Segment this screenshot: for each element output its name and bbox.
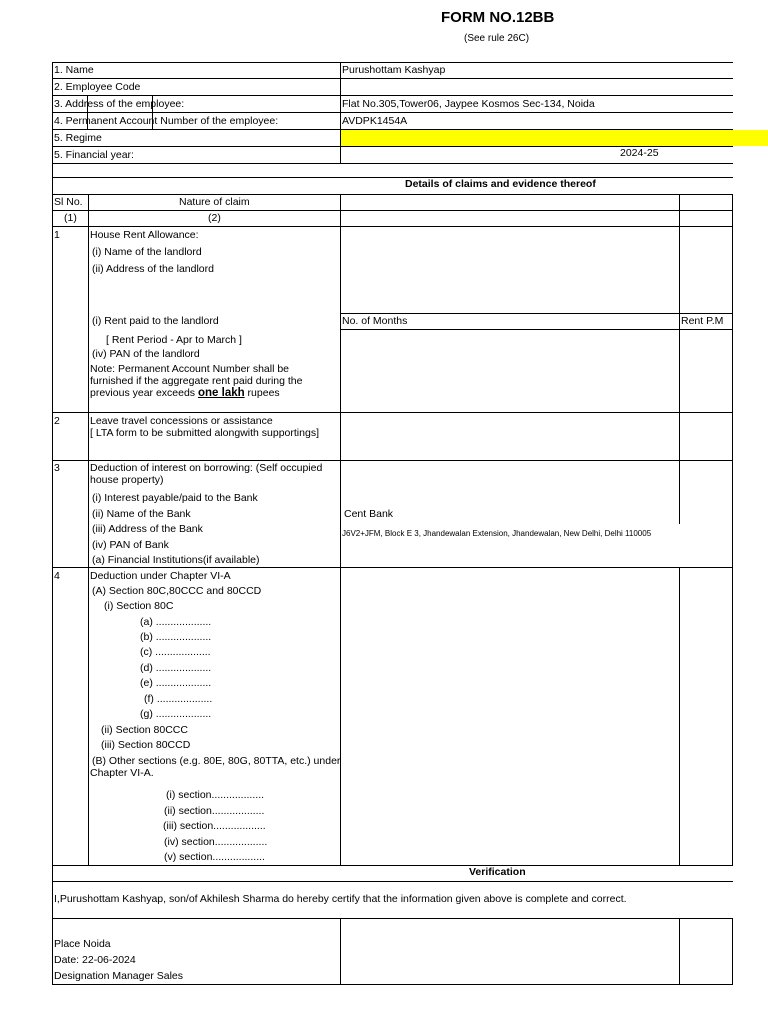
address-value: Flat No.305,Tower06, Jaypee Kosmos Sec-134, Noida bbox=[342, 98, 595, 110]
row-line bbox=[52, 112, 733, 113]
form-title: FORM NO.12BB bbox=[441, 9, 555, 26]
other-section-2: (ii) section.................. bbox=[164, 805, 265, 817]
80c-item-f: (f) ................... bbox=[144, 693, 213, 705]
row-line bbox=[341, 329, 733, 330]
row-line bbox=[52, 226, 733, 227]
col-1-label: (1) bbox=[64, 212, 77, 224]
one-lakh-text: one lakh bbox=[197, 387, 245, 399]
bank-pan-label: (iv) PAN of Bank bbox=[92, 539, 169, 551]
bank-address-value: J6V2+JFM, Block E 3, Jhandewalan Extension, Jhandewalan, New Delhi, Delhi 110005 bbox=[342, 529, 652, 538]
section-b-line2: Chapter VI-A. bbox=[90, 767, 154, 779]
section-80ccd-label: (iii) Section 80CCD bbox=[101, 739, 191, 751]
interest-line2: house property) bbox=[90, 474, 164, 486]
pan-value: AVDPK1454A bbox=[342, 115, 408, 127]
row-line bbox=[52, 78, 733, 79]
verification-statement: I,Purushottam Kashyap, son/of Akhilesh Sharma do hereby certify that the information given above is complete and correct. bbox=[54, 893, 627, 905]
row-line bbox=[341, 313, 733, 314]
claims-heading: Details of claims and evidence thereof bbox=[405, 178, 596, 190]
landlord-pan-label: (iv) PAN of the landlord bbox=[92, 348, 200, 360]
landlord-name-label: (i) Name of the landlord bbox=[92, 246, 202, 258]
row-line bbox=[52, 177, 733, 178]
financial-institutions-label: (a) Financial Institutions(if available) bbox=[92, 554, 260, 566]
section-a-label: (A) Section 80C,80CCC and 80CCD bbox=[92, 585, 262, 597]
row-line bbox=[52, 129, 733, 130]
interest-number: 3 bbox=[54, 462, 60, 474]
row-line bbox=[52, 881, 733, 882]
landlord-address-label: (ii) Address of the landlord bbox=[92, 263, 214, 275]
row-line bbox=[52, 95, 733, 96]
rent-period-label: [ Rent Period - Apr to March ] bbox=[106, 334, 242, 346]
chapter6a-title: Deduction under Chapter VI-A bbox=[90, 570, 231, 582]
chapter6a-number: 4 bbox=[54, 570, 60, 582]
lta-line1: Leave travel concessions or assistance bbox=[90, 415, 273, 427]
months-header: No. of Months bbox=[342, 315, 408, 327]
80c-item-a: (a) ................... bbox=[140, 616, 212, 628]
hra-number: 1 bbox=[54, 229, 60, 241]
rent-paid-label: (i) Rent paid to the landlord bbox=[92, 315, 219, 327]
name-value: Purushottam Kashyap bbox=[342, 64, 446, 76]
rent-pm-header: Rent P.M bbox=[681, 315, 724, 327]
other-section-3: (iii) section.................. bbox=[163, 820, 266, 832]
other-section-5: (v) section.................. bbox=[164, 851, 265, 863]
col-sl-header: Sl No. bbox=[54, 196, 83, 208]
row-line bbox=[52, 194, 733, 195]
row-line bbox=[52, 62, 733, 63]
col-2-label: (2) bbox=[208, 212, 221, 224]
80c-item-c: (c) ................... bbox=[140, 646, 211, 658]
place-label: Place Noida bbox=[54, 938, 111, 950]
form-subtitle: (See rule 26C) bbox=[464, 33, 530, 44]
row-line bbox=[52, 210, 733, 211]
row-line bbox=[52, 163, 733, 164]
lta-line2: [ LTA form to be submitted alongwith supportings] bbox=[90, 427, 319, 439]
hra-title: House Rent Allowance: bbox=[90, 229, 199, 241]
col-line bbox=[679, 918, 680, 985]
pan-label: 4. Permanent Account Number of the employee: bbox=[54, 115, 279, 127]
col-nature-header: Nature of claim bbox=[179, 196, 250, 208]
row-line bbox=[52, 984, 733, 985]
interest-payable-label: (i) Interest payable/paid to the Bank bbox=[92, 492, 258, 504]
row-line bbox=[52, 412, 733, 413]
lta-number: 2 bbox=[54, 415, 60, 427]
section-b-line1: (B) Other sections (e.g. 80E, 80G, 80TTA, etc.) under bbox=[92, 755, 341, 767]
section-80ccc-label: (ii) Section 80CCC bbox=[101, 724, 188, 736]
bank-address-label: (iii) Address of the Bank bbox=[92, 523, 203, 535]
col-line bbox=[88, 194, 89, 865]
designation-label: Designation Manager Sales bbox=[54, 970, 183, 982]
pan-note-line2: furnished if the aggregate rent paid during the bbox=[90, 375, 303, 387]
80c-item-b: (b) ................... bbox=[140, 631, 212, 643]
verification-heading: Verification bbox=[469, 866, 526, 878]
other-section-4: (iv) section.................. bbox=[164, 836, 268, 848]
bank-name-label: (ii) Name of the Bank bbox=[92, 508, 191, 520]
financial-year-value: 2024-25 bbox=[620, 147, 659, 159]
col-line bbox=[679, 194, 680, 524]
80c-item-g: (g) ................... bbox=[140, 708, 212, 720]
employee-code-label: 2. Employee Code bbox=[54, 81, 141, 93]
address-label: 3. Address of the employee: bbox=[54, 98, 185, 110]
other-section-1: (i) section.................. bbox=[166, 789, 265, 801]
col-line bbox=[52, 62, 53, 985]
pan-note-line3: previous year exceeds one lakh rupees bbox=[90, 387, 280, 399]
section-80c-label: (i) Section 80C bbox=[104, 600, 174, 612]
financial-year-label: 5. Financial year: bbox=[54, 149, 134, 161]
regime-highlight bbox=[341, 130, 768, 146]
row-line bbox=[52, 567, 733, 568]
col-line bbox=[732, 194, 733, 865]
regime-label: 5. Regime bbox=[54, 132, 102, 144]
row-line bbox=[52, 918, 733, 919]
row-line bbox=[52, 865, 733, 866]
row-line bbox=[52, 460, 733, 461]
pan-note-line1: Note: Permanent Account Number shall be bbox=[90, 363, 290, 375]
name-label: 1. Name bbox=[54, 64, 94, 76]
80c-item-e: (e) ................... bbox=[140, 677, 212, 689]
date-label: Date: 22-06-2024 bbox=[54, 954, 136, 966]
col-line bbox=[340, 62, 341, 163]
bank-name-value: Cent Bank bbox=[344, 508, 394, 520]
col-line bbox=[732, 918, 733, 985]
80c-item-d: (d) ................... bbox=[140, 662, 212, 674]
interest-line1: Deduction of interest on borrowing: (Self occupied bbox=[90, 462, 323, 474]
col-line bbox=[340, 918, 341, 985]
col-line bbox=[679, 567, 680, 865]
